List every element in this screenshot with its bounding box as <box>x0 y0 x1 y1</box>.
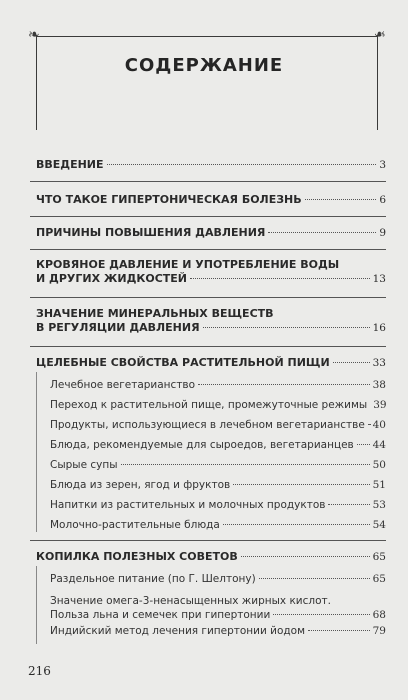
divider <box>30 540 386 541</box>
toc-subentry: Переход к растительной пище, промежуточные режимы 39 <box>50 399 387 411</box>
toc-subentry: Продукты, использующиеся в лечебном вегетарианстве 40 <box>50 419 386 431</box>
section-rule <box>36 566 37 644</box>
frame-border <box>36 36 378 130</box>
ornament-icon: ❧ <box>28 27 40 43</box>
toc-subentry: Индийский метод лечения гипертонии йодом 79 <box>50 625 386 637</box>
toc-entry: ЧТО ТАКОЕ ГИПЕРТОНИЧЕСКАЯ БОЛЕЗНЬ 6 <box>36 193 386 206</box>
toc-entry: ВВЕДЕНИЕ 3 <box>36 158 386 171</box>
ornament-icon: ❧ <box>374 27 386 43</box>
toc-subentry: Лечебное вегетарианство 38 <box>50 379 386 391</box>
toc-subentry: Молочно-растительные блюда 54 <box>50 519 386 531</box>
divider <box>30 297 386 298</box>
toc-entry: КРОВЯНОЕ ДАВЛЕНИЕ И УПОТРЕБЛЕНИЕ ВОДЫ И ДРУГИХ ЖИДКОСТЕЙ 13 <box>36 258 386 285</box>
divider <box>30 346 386 347</box>
page-title: СОДЕРЖАНИЕ <box>124 55 284 76</box>
title-frame <box>28 28 386 130</box>
page-number: 216 <box>28 664 51 678</box>
divider <box>30 249 386 250</box>
toc-subentry: Блюда из зерен, ягод и фруктов 51 <box>50 479 386 491</box>
divider <box>30 216 386 217</box>
toc-subentry: Раздельное питание (по Г. Шелтону) 65 <box>50 573 386 585</box>
toc-subentry: Сырые супы 50 <box>50 459 386 471</box>
divider <box>30 181 386 182</box>
section-rule <box>36 372 37 532</box>
toc-entry: ЦЕЛЕБНЫЕ СВОЙСТВА РАСТИТЕЛЬНОЙ ПИЩИ 33 <box>36 356 386 369</box>
toc-subentry: Блюда, рекомендуемые для сыроедов, вегетарианцев 44 <box>50 439 386 451</box>
toc-subentry: Напитки из растительных и молочных продуктов 53 <box>50 499 386 511</box>
toc-entry: КОПИЛКА ПОЛЕЗНЫХ СОВЕТОВ 65 <box>36 550 386 563</box>
toc-entry: ЗНАЧЕНИЕ МИНЕРАЛЬНЫХ ВЕЩЕСТВ В РЕГУЛЯЦИИ ДАВЛЕНИЯ 16 <box>36 307 386 334</box>
toc-entry: ПРИЧИНЫ ПОВЫШЕНИЯ ДАВЛЕНИЯ 9 <box>36 226 386 239</box>
toc-subentry: Значение омега-3-ненасыщенных жирных кислот. Польза льна и семечек при гипертонии 68 <box>50 595 386 621</box>
